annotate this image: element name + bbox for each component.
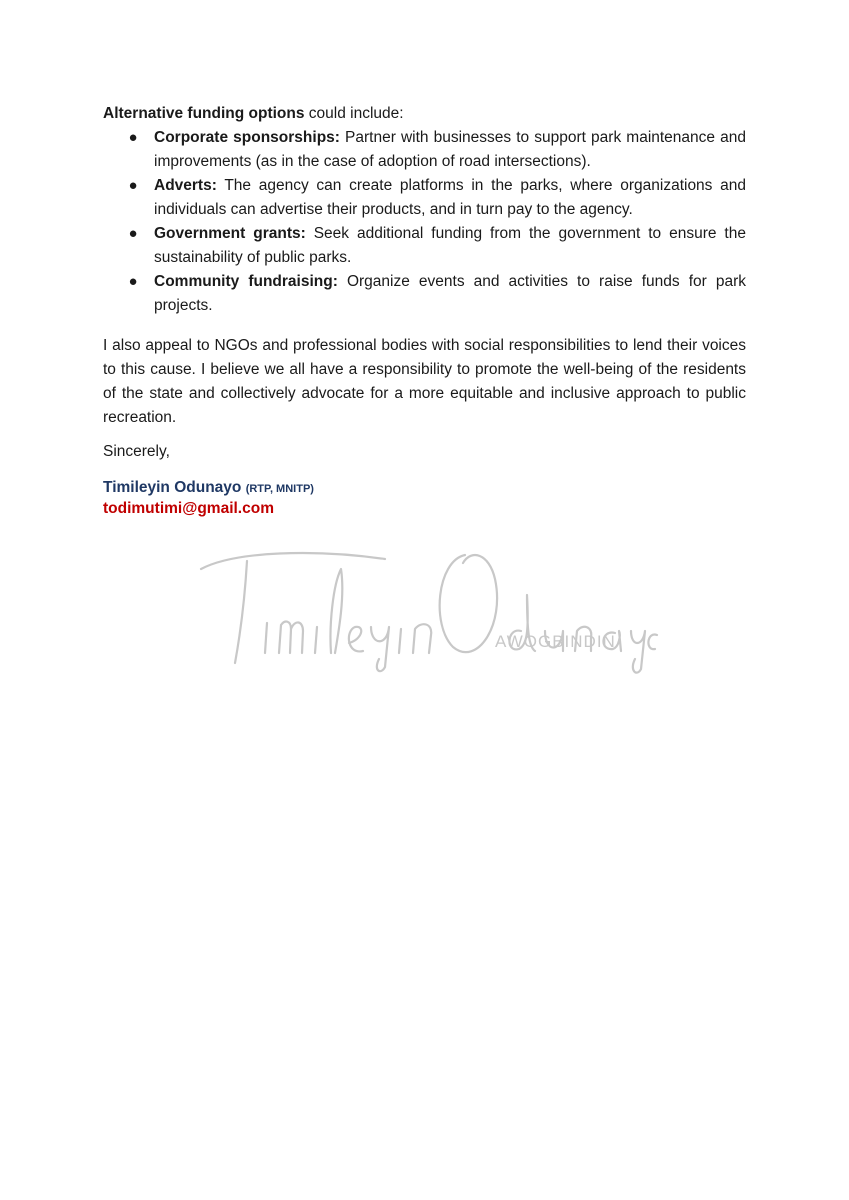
option-text: Seek additional funding from the government to ensure the sustainability of public parks.: [154, 225, 746, 266]
list-item: [128, 126, 746, 174]
handwritten-signature: [195, 535, 660, 675]
bullet-icon: ●: [128, 273, 138, 290]
appeal-paragraph: I also appeal to NGOs and professional bodies with social responsibilities to lend their voices to this cause. I believe we all have a responsibility to promote the well-being of the residents of the state and collectively advocate for a more equitable and inclusive approach to public recreation.: [103, 337, 746, 426]
option-title: Corporate sponsorships:: [154, 129, 340, 146]
letter-body: [103, 102, 746, 519]
closing-salutation: Sincerely,: [103, 443, 170, 460]
funding-options-list: [103, 126, 746, 318]
option-text: Partner with businesses to support park maintenance and improvements (as in the case of adoption of road intersections).: [154, 129, 746, 170]
option-title: Adverts:: [154, 177, 217, 194]
option-title: Community fundraising:: [154, 273, 338, 290]
signatory-block: [103, 478, 746, 519]
bullet-icon: ●: [128, 129, 138, 146]
list-item: [128, 174, 746, 222]
signatory-credentials: (RTP, MNITP): [245, 483, 314, 495]
bullet-icon: ●: [128, 177, 138, 194]
signature-subtext: AWOGBINDIN: [495, 632, 616, 651]
list-item: [128, 222, 746, 270]
signatory-name: Timileyin Odunayo: [103, 479, 242, 496]
option-title: Government grants:: [154, 225, 306, 242]
option-text: The agency can create platforms in the parks, where organizations and individuals can advertise their products, and in turn pay to the agency.: [154, 177, 746, 218]
list-item: [128, 270, 747, 318]
funding-intro-rest: could include:: [304, 105, 404, 122]
bullet-icon: ●: [128, 225, 138, 242]
signatory-email[interactable]: todimutimi@gmail.com: [103, 500, 274, 517]
option-text: Organize events and activities to raise funds for park projects.: [154, 273, 747, 314]
funding-intro-bold: Alternative funding options: [103, 105, 305, 122]
funding-intro: [103, 102, 746, 126]
